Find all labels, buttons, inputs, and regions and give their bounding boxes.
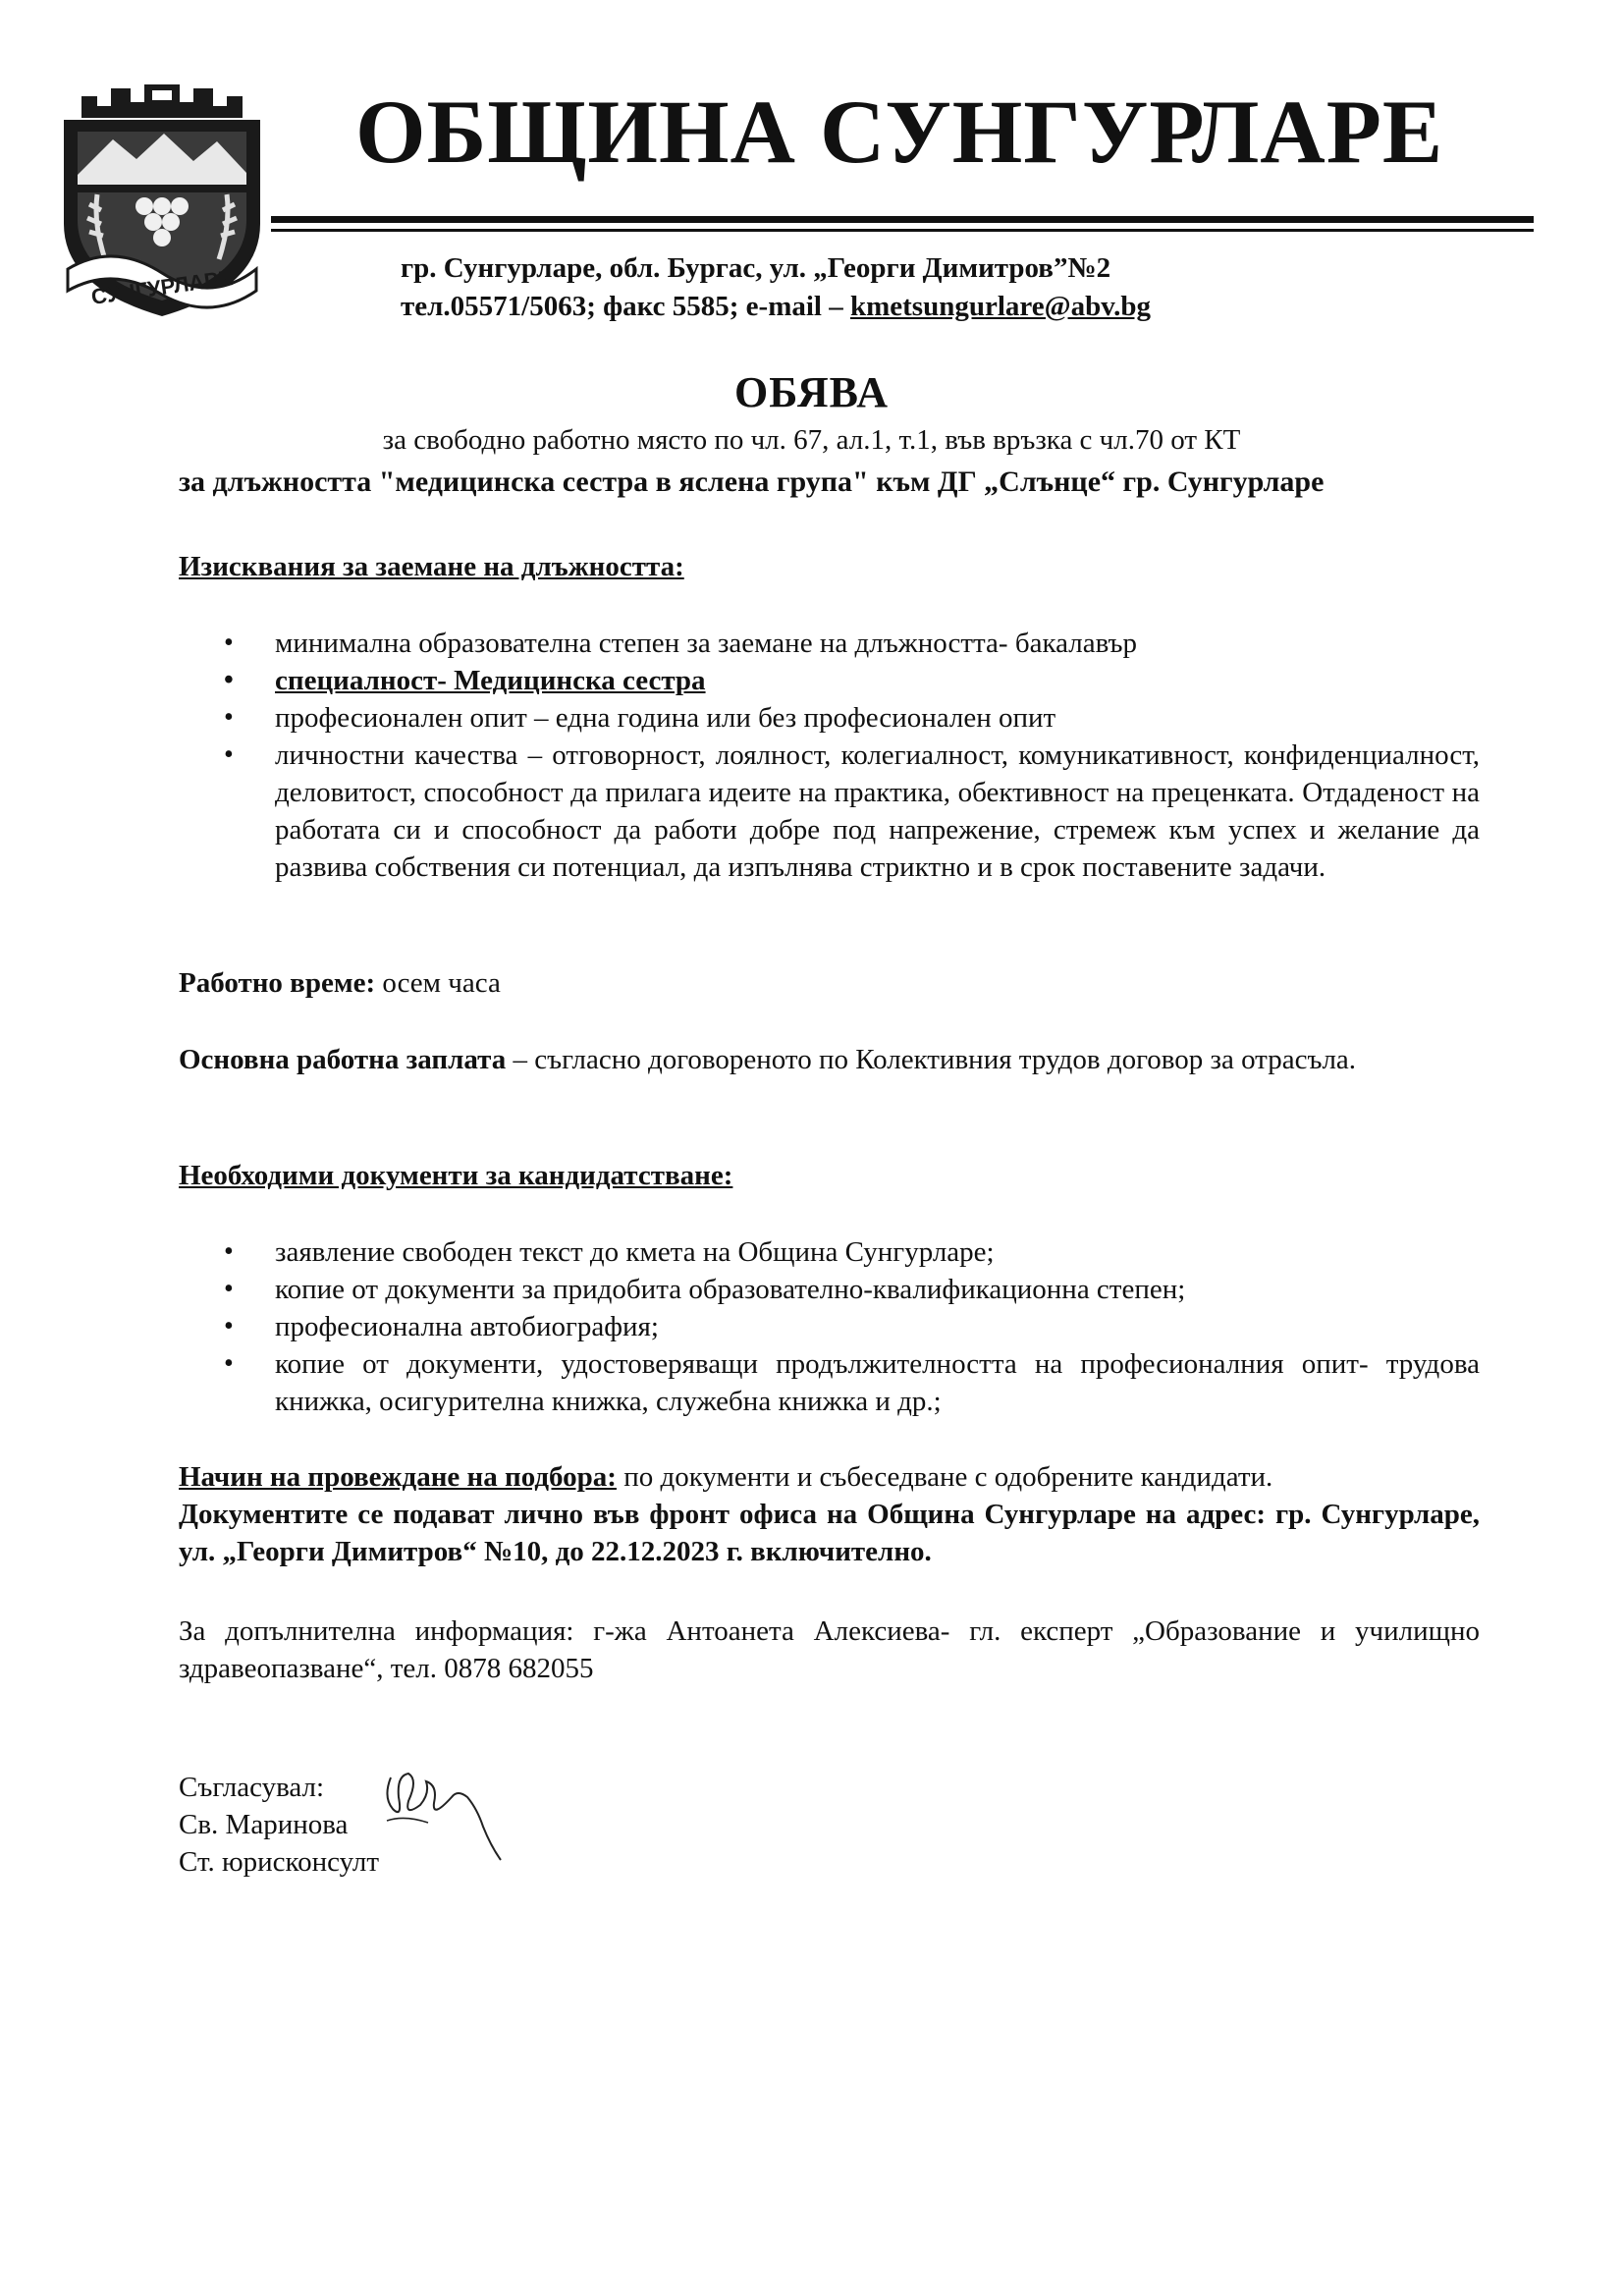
documents-section xyxy=(179,1233,1480,1420)
requirements-section xyxy=(179,625,1480,886)
list-item: • професионален опит – една година или без професионален опит xyxy=(179,699,1480,737)
selection-section xyxy=(179,1458,1480,1570)
selection-value: по документи и събеседване с одобрените кандидати. xyxy=(616,1461,1273,1493)
salary-value: – съгласно договореното по Колективния трудов договор за отрасъла. xyxy=(506,1044,1357,1075)
working-time-value: осем часа xyxy=(375,967,501,999)
list-item: • специалност- Медицинска сестра xyxy=(179,662,1480,699)
notice-heading: ОБЯВА xyxy=(734,368,889,416)
position-title: за длъжността "медицинска сестра в яслена група" към ДГ „Слънце“ гр. Сунгурларе xyxy=(179,465,1325,498)
selection-label: Начин на провеждане на подбора: xyxy=(179,1461,617,1493)
approval-label: Съгласувал: xyxy=(179,1772,325,1803)
documents-heading: Необходими документи за кандидатстване: xyxy=(179,1160,733,1191)
approval-name: Св. Маринова xyxy=(179,1809,349,1840)
list-item: • копие от документи, удостоверяващи продължителността на професионалния опит- трудова книжка, осигурителна книжка, служебна книжка и др.; xyxy=(179,1345,1480,1420)
list-item: • професионална автобиография; xyxy=(179,1308,1480,1345)
header-divider-thick xyxy=(271,216,1534,223)
list-item: • личностни качества – отговорност, лоялност, колегиалност, комуникативност, конфиденциалност, деловитост, способност да прилага идеите на практика, обективност на преценката. Отдаденост на работата си и способност да работи добре под напрежение, стремеж към успех и желание да развива собствения си потенциал, да изпълнява стриктно и в срок поставените задачи. xyxy=(179,737,1480,886)
list-item: • заявление свободен текст до кмета на Община Сунгурларе; xyxy=(179,1233,1480,1271)
documents-list xyxy=(179,1233,1480,1420)
approval-block xyxy=(179,1769,379,1881)
contact-phone-fax: тел.05571/5063; факс 5585; e-mail – xyxy=(401,291,850,322)
list-item: • копие от документи за придобита образователно-квалификационна степен; xyxy=(179,1271,1480,1308)
requirements-heading: Изисквания за заемане на длъжността: xyxy=(179,551,684,582)
requirements-title xyxy=(179,548,1480,585)
contact-info: За допълнителна информация: г-жа Антоанета Алексиева- гл. експерт „Образование и училищно здравеопазване“, тел. 0878 682055 xyxy=(179,1615,1480,1684)
requirements-list xyxy=(179,625,1480,886)
submission-text: Документите се подават лично във фронт офиса на Община Сунгурларе на адрес: гр. Сунгурларе, ул. „Георги Димитров“ №10, до 22.12.2023 г. включително. xyxy=(179,1499,1480,1567)
contact-line xyxy=(401,290,1284,324)
municipality-title: ОБЩИНА СУНГУРЛАРЕ xyxy=(355,82,1444,182)
email-link[interactable]: kmetsungurlare@abv.bg xyxy=(849,291,1151,322)
salary-label: Основна работна заплата xyxy=(179,1044,507,1075)
working-time-label: Работно време: xyxy=(179,967,376,999)
header-divider-thin xyxy=(271,229,1534,232)
working-time xyxy=(179,964,1480,1002)
crest-banner-text: СУНГУРЛАРЕ xyxy=(89,265,235,309)
municipality-crest-logo xyxy=(54,77,270,320)
handwritten-signature xyxy=(369,1758,516,1866)
list-item: • минимална образователна степен за заемане на длъжността- бакалавър xyxy=(179,625,1480,662)
address-line: гр. Сунгурларе, обл. Бургас, ул. „Георги Димитров”№2 xyxy=(401,252,1111,284)
salary xyxy=(179,1041,1480,1078)
approval-role: Ст. юрисконсулт xyxy=(179,1846,380,1878)
documents-title xyxy=(179,1157,1480,1194)
notice-subtitle: за свободно работно място по чл. 67, ал.1, т.1, във връзка с чл.70 от КТ xyxy=(382,424,1241,456)
